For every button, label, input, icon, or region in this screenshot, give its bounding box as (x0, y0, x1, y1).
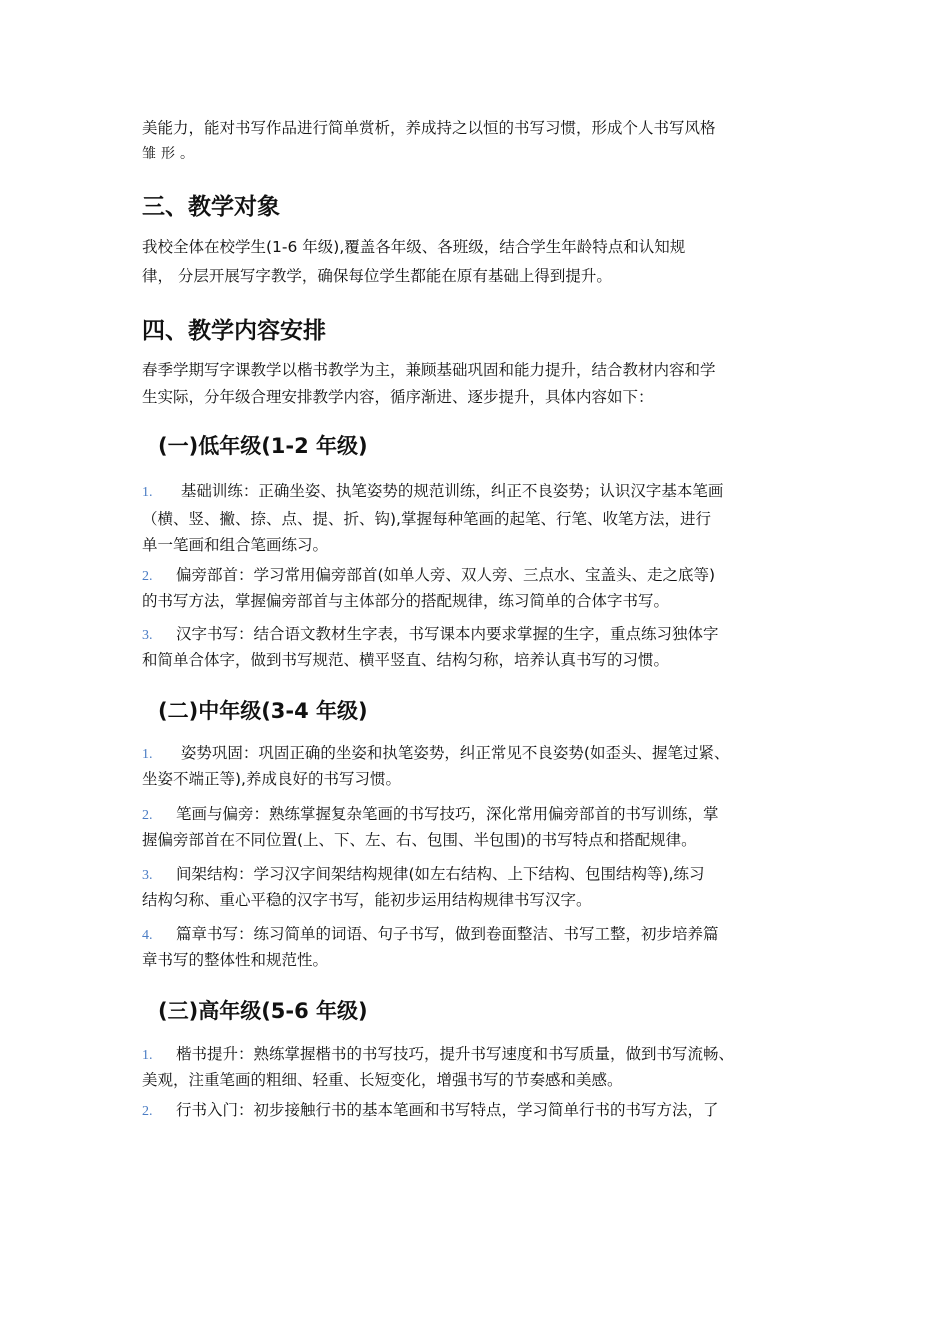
section-3-paragraph (142, 235, 812, 288)
mid-item-2 (142, 802, 822, 852)
mid-item-3-line-1: 间架结构：学习汉字间架结构规律(如左右结构、上下结构、包围结构等),练习 (176, 865, 705, 883)
high-item-1-number: 1. (142, 1048, 153, 1063)
high-grade-heading: (三)高年级(5-6 年级) (158, 999, 368, 1023)
low-grade-heading: (一)低年级(1-2 年级) (158, 434, 368, 458)
mid-item-4-line-1: 篇章书写：练习简单的词语、句子书写，做到卷面整洁、书写工整，初步培养篇 (176, 925, 719, 943)
low-item-1-number: 1. (142, 485, 153, 500)
section-4-line-2: 生实际，分年级合理安排教学内容，循序渐进、逐步提升，具体内容如下： (142, 388, 654, 406)
section-4-paragraph (142, 358, 812, 409)
intro-paragraph (142, 116, 812, 166)
intro-line-1: 美能力，能对书写作品进行简单赏析，养成持之以恒的书写习惯，形成个人书写风格 (142, 119, 716, 137)
low-item-3-number: 3. (142, 628, 153, 643)
low-item-2-line-2: 的书写方法，掌握偏旁部首与主体部分的搭配规律，练习简单的合体字书写。 (142, 592, 670, 610)
high-item-2-line-1: 行书入门：初步接触行书的基本笔画和书写特点，学习简单行书的书写方法，了 (176, 1101, 719, 1119)
mid-item-2-line-1: 笔画与偏旁：熟练掌握复杂笔画的书写技巧，深化常用偏旁部首的书写训练，掌 (176, 805, 719, 823)
low-item-2-number: 2. (142, 569, 153, 584)
high-item-2-number: 2. (142, 1104, 153, 1119)
high-item-1 (142, 1042, 822, 1092)
high-item-1-line-2: 美观，注重笔画的粗细、轻重、长短变化，增强书写的节奏感和美感。 (142, 1071, 623, 1089)
low-item-1-line-2: （横、竖、撇、捺、点、提、折、钩),掌握每种笔画的起笔、行笔、收笔方法，进行 (142, 510, 711, 528)
high-item-1-line-1: 楷书提升：熟练掌握楷书的书写技巧，提升书写速度和书写质量，做到书写流畅、 (176, 1045, 735, 1063)
high-item-2 (142, 1098, 822, 1124)
low-item-2 (142, 563, 822, 613)
mid-item-3 (142, 862, 822, 912)
low-item-3 (142, 622, 822, 672)
mid-item-1-line-2: 坐姿不端正等),养成良好的书写习惯。 (142, 770, 401, 788)
mid-item-4-number: 4. (142, 928, 153, 943)
low-item-1-line-3: 单一笔画和组合笔画练习。 (142, 536, 329, 554)
low-item-3-line-1: 汉字书写：结合语文教材生字表，书写课本内要求掌握的生字，重点练习独体字 (176, 625, 719, 643)
mid-item-2-number: 2. (142, 808, 153, 823)
mid-item-1-number: 1. (142, 747, 153, 762)
low-item-3-line-2: 和简单合体字，做到书写规范、横平竖直、结构匀称，培养认真书写的习惯。 (142, 651, 670, 669)
mid-item-4 (142, 922, 822, 972)
intro-line-2: 雏形。 (142, 146, 199, 162)
section-3-line-2: 律， 分层开展写字教学，确保每位学生都能在原有基础上得到提升。 (142, 267, 612, 285)
mid-item-1-line-1: 姿势巩固：巩固正确的坐姿和执笔姿势，纠正常见不良姿势(如歪头、握笔过紧、 (176, 744, 730, 762)
section-3-line-1: 我校全体在校学生(1-6 年级),覆盖各年级、各班级，结合学生年龄特点和认知规 (142, 238, 686, 256)
mid-item-2-line-2: 握偏旁部首在不同位置(上、下、左、右、包围、半包围)的书写特点和搭配规律。 (142, 831, 697, 849)
mid-item-3-number: 3. (142, 868, 153, 883)
section-4-line-1: 春季学期写字课教学以楷书教学为主，兼顾基础巩固和能力提升，结合教材内容和学 (142, 361, 716, 379)
low-item-1 (142, 479, 822, 557)
mid-item-4-line-2: 章书写的整体性和规范性。 (142, 951, 329, 969)
mid-grade-heading: (二)中年级(3-4 年级) (158, 699, 368, 723)
low-item-1-line-1: 基础训练：正确坐姿、执笔姿势的规范训练，纠正不良姿势；认识汉字基本笔画 (176, 482, 724, 500)
mid-item-1 (142, 741, 822, 791)
mid-item-3-line-2: 结构匀称、重心平稳的汉字书写，能初步运用结构规律书写汉字。 (142, 891, 592, 909)
section-4-heading: 四、教学内容安排 (142, 318, 326, 344)
section-3-heading: 三、教学对象 (142, 194, 280, 220)
low-item-2-line-1: 偏旁部首：学习常用偏旁部首(如单人旁、双人旁、三点水、宝盖头、走之底等) (176, 566, 716, 584)
